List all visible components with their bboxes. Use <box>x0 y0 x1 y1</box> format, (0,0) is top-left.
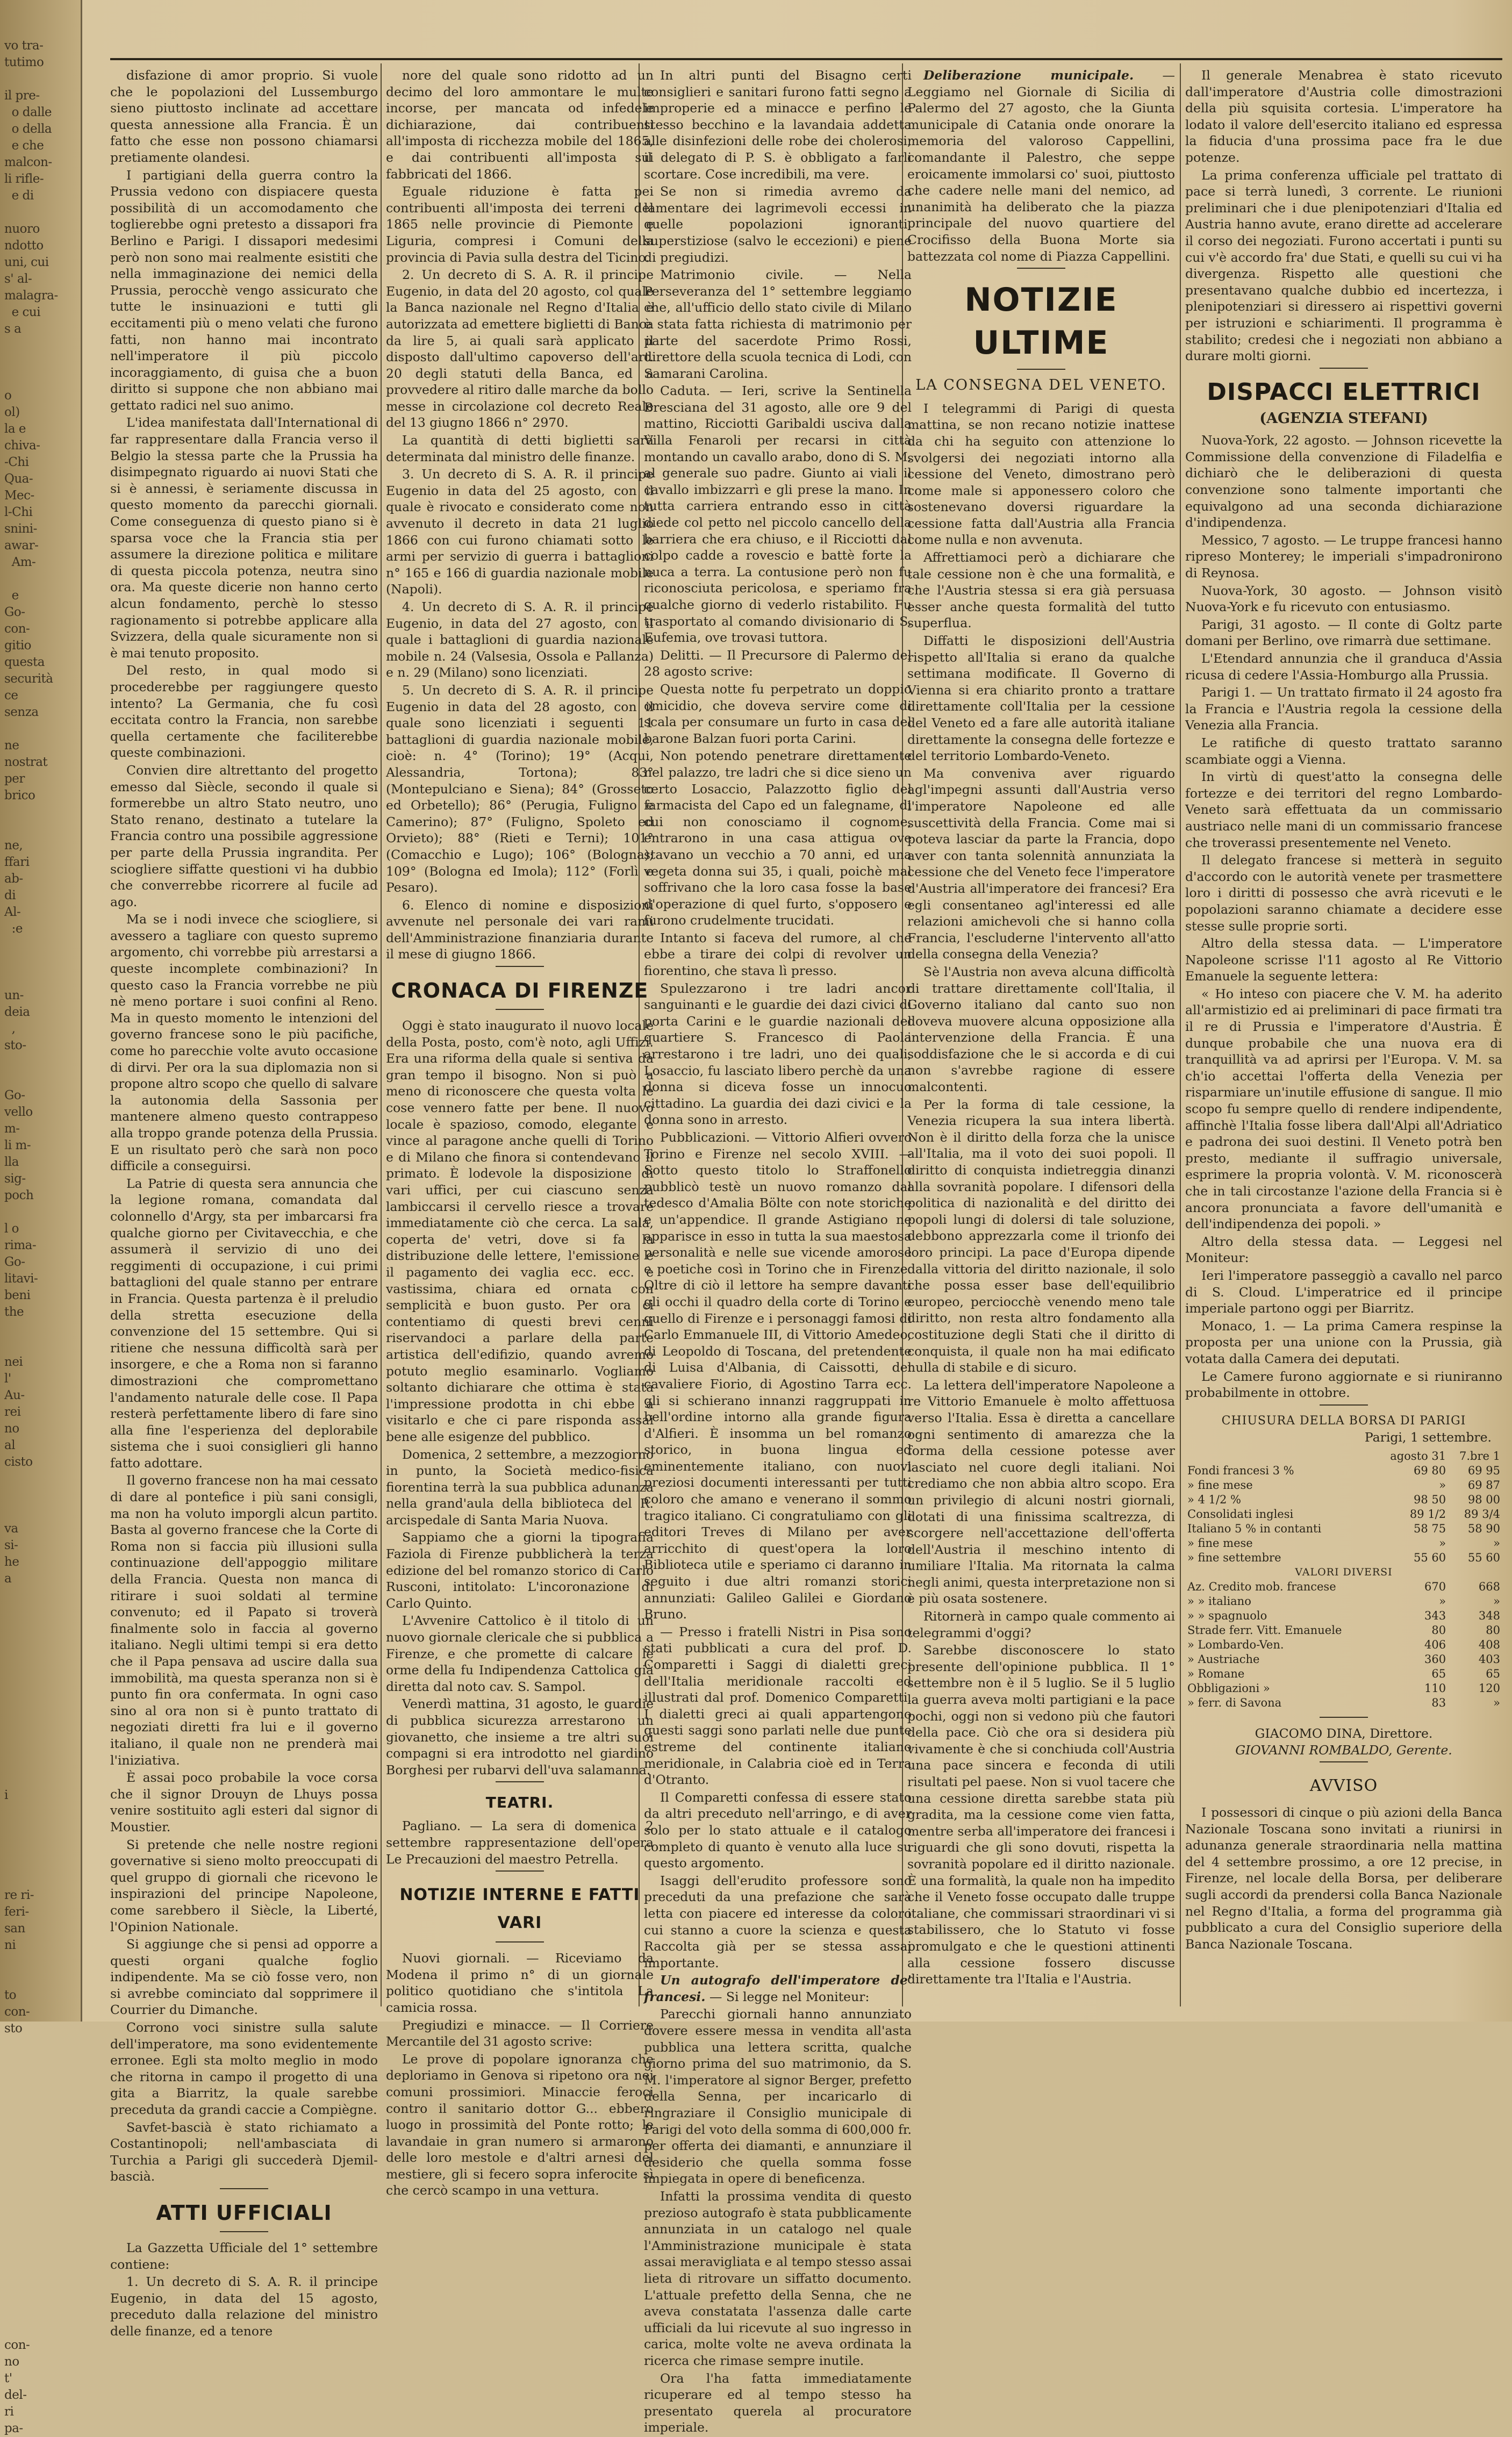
dispatch-paragraph: Le ratifiche di questo trattato saranno scambiate oggi a Vienna. <box>1185 735 1502 767</box>
heading-cronaca-di-firenze: CRONACA DI FIRENZE <box>391 979 649 1003</box>
dispatch-paragraph: Nuova-York, 30 agosto. — Johnson visitò Nuova-York e fu ricevuto con entusiasmo. <box>1185 583 1502 615</box>
section-rule <box>1320 1717 1368 1718</box>
dispatch-paragraph: Messico, 7 agosto. — Le truppe francesi hanno ripreso Monterey; le imperiali s'impadronirono di Reynosa. <box>1185 532 1502 581</box>
article-autografo <box>644 2006 912 2435</box>
cronaca-paragraph: Oggi è stato inaugurato il nuovo locale della Posta, posto, com'è noto, agli Uffizi. Era una riforma della quale si sentiva da gran tempo il bisogno. Non si può a meno di riconoscere che questa volta le cose vennero fatte per bene. Il nuovo locale è spazioso, comodo, elegante e vince al paragone anche quelli di Torino e di Milano che finora si contendevano il primato. È lodevole la disposizione di vari uffici, per cui ciascuno senza lambiccarsi il cervello riesce a trovare immediatamente ciò che cerca. La sala, coperta de' vetri, dove si fa la distribuzione delle lettere, l'emissione e il pagamento dei vaglia ecc. ecc. è vastissima, chiara ed ornata con semplicità e buon gusto. Per ora ci contentiamo di questi brevi cenni riservandoci a parlare della parte artistica dell'edifizio, quando avremo potuto meglio esaminarlo. Vogliamo soltanto dichiarare che ottima è stata l'impressione prodotta in chi ebbe a visitarlo e che ci pare risponda assai bene alle esigenze del pubblico. <box>386 1018 654 1444</box>
bourse-value-aug31: 69 80 <box>1414 1464 1446 1477</box>
bourse-value-aug31: 360 <box>1424 1652 1446 1666</box>
bourse-header-col: agosto 31 <box>1390 1449 1446 1463</box>
bourse-value-sep1: 80 <box>1486 1623 1500 1637</box>
article-paragraph: Non potendo penetrare direttamente nel palazzo, tre ladri che si dice sieno un certo Losaccio, Palazzotto figlio del farmacista del Capo ed un falegname, di cui non conosciamo il cognome, entrarono in una casa attigua ove stavano un vecchio a 70 anni, ed una vegeta donna sui 35, i quali, poichè mal soffrivano che la loro casa fosse la base d'operazione di quel furto, s'opposero e furono crudelmente trucidati. <box>644 748 912 928</box>
section-rule <box>220 2231 268 2232</box>
bourse-header-row <box>1185 1449 1502 1464</box>
bourse-row-label: » Lombardo-Ven. <box>1187 1638 1284 1651</box>
heading-dispacci-elettrici: DISPACCI ELETTRICI <box>1207 378 1481 406</box>
bourse-value-aug31: » <box>1439 1594 1446 1608</box>
article-paragraph: Corrono voci sinistre sulla salute dell'imperatore, ma sono evidentemente erronee. Egli sta molto meglio in modo che ritorna in campo il progetto di una gita a Biarritz, la quale sarebbe preceduta da grandi caccie a Compiègne. <box>110 2020 378 2118</box>
bourse-value-sep1: 120 <box>1478 1681 1500 1695</box>
bourse-value-aug31: 89 1/2 <box>1409 1507 1446 1521</box>
previous-page-edge <box>0 0 82 2435</box>
bourse-row-label: » 4 1/2 % <box>1187 1493 1241 1506</box>
article-paragraph: — Presso i fratelli Nistri in Pisa sono stati pubblicati a cura del prof. D. Comparetti i Saggi di dialetti greci dell'Italia meridionale raccolti ed illustrati dal prof. Domenico Comparetti. I dialetti greci ai quali appartengono questi saggi sono parlati nelle due punte estreme del continente italiano meridionale, in Calabria cioè ed in Terra d'Otranto. <box>644 1624 912 1788</box>
bourse-row <box>1185 1638 1502 1652</box>
bourse-row <box>1185 1594 1502 1609</box>
dispatch-paragraph: Altro della stessa data. — Leggesi nel Moniteur: <box>1185 1234 1502 1266</box>
article-paragraph: Intanto si faceva del rumore, al che ebbe a tirare dei colpi di revolver un fiorentino, che stava lì presso. <box>644 930 912 979</box>
heading-notizie-interne: NOTIZIE INTERNE E FATTI VARI <box>399 1886 640 1933</box>
article-paragraph: Spulezzarono i tre ladri ancor sanguinanti e le guardie dei dazi civici di porta Carini e le guardie nazionali del quartiere S. Francesco di Paola arrestarono i tre ladri, uno dei quali, Losaccio, fu lasciato libero perchè da una donna si diceva fosse un innocuo cittadino. La guardia dei dazi civici e la donna sono in arresto. <box>644 980 912 1128</box>
dispatch-paragraph: Altro della stessa data. — L'imperatore Napoleone scrisse l'11 agosto al Re Vittorio Emanuele la seguente lettera: <box>1185 936 1502 984</box>
article-notizie-interne <box>386 1950 654 2199</box>
bourse-value-aug31: 670 <box>1424 1580 1446 1593</box>
bourse-value-sep1: 69 95 <box>1467 1464 1500 1477</box>
heading-deliberazione: Deliberazione municipale. <box>923 68 1134 83</box>
cronaca-paragraph: Domenica, 2 settembre, a mezzogiorno in punto, la Società medico-fisica fiorentina terrà la sua pubblica adunanza nella grand'aula della biblioteca del R. arcispedale di Santa Maria Nuova. <box>386 1446 654 1528</box>
bourse-value-sep1: 348 <box>1478 1609 1500 1622</box>
section-rule <box>1017 369 1065 370</box>
column-5 <box>1185 67 1502 2008</box>
notizie-paragraph: Le prove di popolare ignoranza che deploriamo in Genova si ripetono ora nei comuni prossimiori. Minaccie feroci contro il sanitario dottor G... ebbero luogo in prossimità del Ponte rotto; le lavandaie in gran numero si armarono delle loro mestole e d'altri arnesi del mestiere, gli si fecero sopra inferocite sì che cercò scampo in una vettura. <box>386 2051 654 2198</box>
article-paragraph: Isaggi dell'erudito professore sono preceduti da una prefazione che sarà letta con piacere ed interesse da coloro cui stanno a cuore la scienza e questa Raccolta già per se stessa assai importante. <box>644 1873 912 1970</box>
deliberazione-paragraph: — Leggiamo nel Giornale di Sicilia di Palermo del 27 agosto, che la Giunta municipale di Catania onde onorare la memoria del valoroso Cappellini, comandante il Palestro, che seppe eroicamente immolarsi co' suoi, piuttosto che cadere nelle mani del nemico, ad unanimità ha deliberato che la piazza principale del nuovo quartiere del Crocifisso della Buona Morte sia battezzata col nome di Piazza Cappellini. <box>907 68 1175 264</box>
bourse-value-sep1: » <box>1493 1696 1500 1709</box>
decree-paragraph: La quantità di detti biglietti sarà determinata dal ministro delle finanze. <box>386 433 654 464</box>
article-paragraph: L'idea manifestata dall'International di far rappresentare dalla Francia verso il Belgio la stessa parte che la Prussia ha disimpegnato riguardo ai nuovi Stati che si è annessi, è seriamente discussa in questo momento da parecchi giornali. Come conseguenza di questo piano si è sparsa voce che la Francia stia per assumere la direzione politica e militare di questa piccola potenza, neutra sino ora. Ma queste dicerie non hanno certo alcun fondamento, perchè lo stesso ragionamento si potrebbe applicare alla Svizzera, della quale sicuramente non si è mai tenuto proposito. <box>110 415 378 661</box>
decree-paragraph: 6. Elenco di nomine e disposizioni avvenute nel personale dei vari rami dell'Amministrazione finanziaria durante il mese di giugno 1866. <box>386 897 654 962</box>
article-paris-correspondence <box>110 67 378 2185</box>
autografo-lead: — Si legge nel Moniteur: <box>709 1989 870 2004</box>
dispatch-paragraph: Parigi 1. — Un trattato firmato il 24 agosto fra la Francia e l'Austria regola la cessione della Venezia alla Francia. <box>1185 685 1502 733</box>
decree-paragraph: 2. Un decreto di S. A. R. il principe Eugenio, in data del 20 agosto, col quale la Banca nazionale nel Regno d'Italia è autorizzata ad emettere biglietti di Banca da lire 5, ai quali sarà applicato il disposto dall'ultimo capoverso dell'art. 20 degli statuti della Banca, ed a provvedere al ritiro dalle marche da bollo messe in circolazione col decreto Reale del 13 giugno 1866 n° 2970. <box>386 267 654 431</box>
bourse-value-sep1: » <box>1493 1536 1500 1550</box>
bourse-value-sep1: 89 3/4 <box>1464 1507 1500 1521</box>
heading-atti-ufficiali: ATTI UFFICIALI <box>156 2201 332 2225</box>
subheading-consegna-veneto: LA CONSEGNA DEL VENETO. <box>915 377 1167 394</box>
section-rule <box>496 966 544 967</box>
subheading-agenzia-stefani: (AGENZIA STEFANI) <box>1259 410 1428 427</box>
bourse-row-label: » fine settembre <box>1187 1551 1281 1564</box>
bourse-value-aug31: 343 <box>1424 1609 1446 1622</box>
bourse-row <box>1185 1464 1502 1478</box>
section-rule <box>1320 368 1368 369</box>
autografo-paragraph: Parecchi giornali hanno annunziato dovere essere messa in vendita all'asta pubblica una lettera scritta, qualche giorno prima del suo matrimonio, da S. M. l'imperatore al signor Berger, prefetto della Senna, per incaricarlo di ringraziare il Consiglio municipale di Parigi del voto della somma di 600,000 fr. per offerta dei diamanti, e annunziare il desiderio che quella somma fosse impiegata in opere di beneficenza. <box>644 2006 912 2187</box>
bourse-row <box>1185 1652 1502 1667</box>
article-varie <box>644 67 912 1971</box>
bourse-row-label: » ferr. di Savona <box>1187 1696 1282 1709</box>
article-paragraph: Ma conveniva aver riguardo agl'impegni assunti dall'Austria verso l'imperatore Napoleone ed alle suscettività della Francia. Come mai si poteva lasciar da parte la Francia, dopo aver con tanta solennità annunziata la cessione che del Veneto fece l'imperatore d'Austria all'imperatore dei francesi? Era egli consentaneo agl'interessi ed alle relazioni amichevoli che si hanno colla Francia, l'escluderne l'intervento all'atto della consegna della Venezia? <box>907 765 1175 962</box>
decree-paragraph: nore del quale sono ridotto ad un decimo del loro ammontare le multe incorse, per mancata od infedele dichiarazione, dai contribuenti all'imposta di ricchezza mobile del 1865, e dai contribuenti all'imposta sui fabbricati del 1866. <box>386 68 654 182</box>
bourse-row <box>1185 1609 1502 1623</box>
bourse-row <box>1185 1696 1502 1710</box>
article-paragraph: Ritornerà in campo quale commento ai telegrammi d'oggi? <box>907 1609 1175 1640</box>
heading-avviso: AVVISO <box>1309 1776 1378 1796</box>
article-paragraph: disfazione di amor proprio. Si vuole che le popolazioni del Lussemburgo sieno piuttosto inclinate ad accettare questa annessione alla Francia. È un fatto che esse non possono chiamarsi pretiamente olandesi. <box>110 68 378 165</box>
gerente-signature: GIOVANNI ROMBALDO, Gerente. <box>1235 1742 1452 1758</box>
article-menabrea <box>1185 67 1502 364</box>
bourse-row <box>1185 1478 1502 1493</box>
article-consegna-veneto <box>907 400 1175 1988</box>
bourse-value-sep1: 668 <box>1478 1580 1500 1593</box>
bourse-header-col: 7.bre 1 <box>1459 1449 1500 1463</box>
article-paragraph: Se non si rimedia avremo da lamentare dei lagrimevoli eccessi in quelle popolazioni ignoranti, superstiziose (salvo le eccezioni) e piene di pregiudizi. <box>644 184 912 265</box>
bourse-date: Parigi, 1 settembre. <box>1364 1430 1492 1445</box>
article-paragraph: È assai poco probabile la voce corsa che il signor Drouyn de Lhuys possa venire sostituito agli esteri dal signor di Moustier. <box>110 1770 378 1834</box>
column-4 <box>907 67 1175 2008</box>
column-2 <box>386 67 654 2198</box>
column-divider <box>381 63 382 2006</box>
bourse-row <box>1185 1681 1502 1696</box>
article-paragraph: Matrimonio civile. — Nella Perseveranza del 1° settembre leggiamo che, all'ufficio dello stato civile di Milano è stata fatta richiesta di matrimonio per parte del sacerdote Primo Rossi, direttore della scuola tecnica di Lodi, con Samarani Carolina. <box>644 267 912 381</box>
dispatch-paragraph: Il delegato francese si metterà in seguito d'accordo con le autorità venete per trasmettere loro i diritti di possesso che avrà ricevuti e le popolazioni saranno chiamate a decidere esse stesse sulle proprie sorti. <box>1185 852 1502 934</box>
section-rule <box>1320 1761 1368 1762</box>
article-atti-ufficiali <box>110 2240 378 2340</box>
dispatch-paragraph: In virtù di quest'atto la consegna delle fortezze e dei territori del regno Lombardo-Veneto sarà effettuata da un commissario austriaco nelle mani di un commissario francese che troverassi presentemente nel Veneto. <box>1185 769 1502 850</box>
article-paragraph: La prima conferenza ufficiale pel trattato di pace si terrà lunedì, 3 corrente. Le riunioni preliminari che i due plenipotenziari d'Italia ed Austria hanno avute, erano dirette ad accelerare il corso dei negoziati. Furono accertati i punti su cui v'è accordo fra' due Stati, e quelli su cui vi ha divergenza. Rispetto alle questioni che presentavano qualche dubbio ed incertezza, i plenipotenziari si diressero ai rispettivi governi per istruzioni e schiarimenti. Il programma è stabilito; credesi che i negoziati non abbiano a durare molti giorni. <box>1185 167 1502 364</box>
heading-teatri: TEATRI. <box>485 1794 554 1812</box>
bourse-value-aug31: » <box>1439 1536 1446 1550</box>
dispatch-paragraph: « Ho inteso con piacere che V. M. ha aderito all'armistizio ed ai preliminari di pace firmati tra il re di Prussia e l'imperatore d'Austria. È dunque probabile che una nuova era di tranquillità va ad aprirsi per l'Europa. V. M. sa ch'io accettai l'offerta della Venezia per risparmiare un'inutile effusione di sangue. Il mio scopo fu sempre quello di rendere indipendente, affinchè l'Italia fosse libera dall'Alpi all'Adriatico e padrona dei suoi destini. Il Veneto potrà ben presto, mediante il suffragio universale, esprimere la propria volontà. V. M. riconoscerà che in tali circostanze l'azione della Francia si è ancora pronunciata a favore dell'umanità e dell'indipendenza dei popoli. » <box>1185 986 1502 1232</box>
column-1 <box>110 67 378 2339</box>
article-paragraph: I telegrammi di Parigi di questa mattina, se non recano notizie inattese da chi ha seguito con attenzione lo svolgersi dei negoziati intorno alla cessione del Veneto, dimostrano però come male si apponessero coloro che sostenevano doversi riguardare la cessione fatta dall'Austria alla Francia come nulla e non avvenuta. <box>907 400 1175 548</box>
previous-page-edge-text: vo tra- tutimo il pre- o dalle o della e che malcon- li rifle- e di nuoro ndotto uni, cui s' al- malagra- e cui s a o ol) la e chiva- -Chi Qua- Mec- l-Chi snini- awar- Am- e Go- con- gitio questa securità ce senza ne nostrat per brico ne, ffari ab- di Al- :e un- deia , sto- Go- vello m- li m- lla sig- poch l o rima- Go- litavi- beni the nei l' Au- rei no al cisto va si- he a i re ri- feri- san ni to con- sto con- no t' del- ri pa- <box>4 39 58 2435</box>
article-paragraph: Caduta. — Ieri, scrive la Sentinella Bresciana del 31 agosto, alle ore 9 del mattino, Ricciotti Garibaldi usciva dalla Villa Fenaroli per recarsi in città montando un cavallo arabo, dono di S. M. al generale suo padre. Giunto ai viali il cavallo imbizzarrì e gli prese la mano. In tutta carriera entrando esso in città diede col petto nel piccolo cancello della barriera che era chiuso, e il Ricciotti dal colpo cadde a rovescio e battè forte la nuca a terra. La contusione però non fu riconosciuta pericolosa, e speriamo fra qualche giorno di vederlo ristabilito. Fu trasportato al comando divisionario di S. Eufemia, ove trovasi tuttora. <box>644 383 912 646</box>
bourse-row <box>1185 1565 1502 1580</box>
section-rule <box>496 1941 544 1943</box>
article-paragraph: Delitti. — Il Precursore di Palermo del 28 agosto scrive: <box>644 647 912 679</box>
bourse-title: CHIUSURA DELLA BORSA DI PARIGI <box>1221 1414 1466 1428</box>
bourse-row <box>1185 1522 1502 1536</box>
decree-paragraph: Eguale riduzione è fatta pei contribuenti all'imposta dei terreni del 1865 nelle provincie di Piemonte e Liguria, compresi i Comuni della provincia di Pavia sulla destra del Ticino. <box>386 184 654 265</box>
article-paragraph: Del resto, in qual modo si procederebbe per raggiungere questo intento? La Germania, che fu così eccitata contro la Francia, non sarebbe quella certamente che faciliterebbe queste combinazioni. <box>110 663 378 761</box>
bourse-section-label: VALORI DIVERSI <box>1295 1566 1393 1578</box>
cronaca-paragraph: Sappiamo che a giorni la tipografia Faziola di Firenze pubblicherà la terza edizione del bel romanzo storico di Carlo Rusconi, intitolato: L'incoronazione di Carlo Quinto. <box>386 1530 654 1611</box>
bourse-value-aug31: 110 <box>1424 1681 1446 1695</box>
signatures <box>1185 1725 1502 1758</box>
dispatch-paragraph: Ieri l'imperatore passeggiò a cavallo nel parco di S. Cloud. L'imperatrice ed il principe imperiale partono oggi per Biarritz. <box>1185 1267 1502 1316</box>
autografo-paragraph: Ora l'ha fatta immediatamente ricuperare ed al tempo stesso ha presentato querela al procuratore imperiale. <box>644 2370 912 2435</box>
bourse-value-aug31: 406 <box>1424 1638 1446 1651</box>
article-decrees <box>386 67 654 963</box>
dispatch-paragraph: L'Etendard annunzia che il granduca d'Assia ricusa di cedere l'Assia-Homburgo alla Prussia. <box>1185 651 1502 683</box>
bourse-row <box>1185 1507 1502 1522</box>
avviso-paragraph: I possessori di cinque o più azioni della Banca Nazionale Toscana sono invitati a riunirsi in adunanza generale straordinaria nella mattina del 4 settembre prossimo, a ore 12 precise, in Firenze, nel locale della Borsa, per deliberare sugli accordi da prendersi colla Banca Nazionale nel Regno d'Italia, a forma del programma già pubblicato a cura del Consiglio superiore della Banca Nazionale Toscana. <box>1185 1805 1502 1952</box>
bourse-value-sep1: 98 00 <box>1467 1493 1500 1506</box>
article-paragraph: Il governo francese non ha mai cessato di dare al pontefice i più sani consigli, ma non ha voluto imporgli alcun partito. Basta al governo francese che la Corte di Roma non si faccia più illusioni sulla continuazione dell'appoggio militare della Francia. Questa non manca di ritirare i suoi soldati al termine convenuto; ed il Papato si troverà finalmente solo in faccia al governo italiano. Negli ultimi tempi si era detto che il Papa pensava ad uscire dalla sua immobilità, ma questa speranza non si è punto fin ora confermata. In ogni caso sino al ora non si è punto trattato di negoziati diretti fra lui e il governo italiano, il quale non ne prenderà mai l'iniziativa. <box>110 1473 378 1768</box>
bourse-row-label: Consolidati inglesi <box>1187 1507 1294 1521</box>
dispatch-paragraph: Monaco, 1. — La prima Camera respinse la proposta per una unione con la Prussia, già votata dalla Camera dei deputati. <box>1185 1318 1502 1366</box>
director-signature: GIACOMO DINA, Direttore. <box>1255 1725 1433 1741</box>
bourse-table <box>1185 1449 1502 1710</box>
bourse-value-sep1: 408 <box>1478 1638 1500 1651</box>
article-paragraph: Questa notte fu perpetrato un doppio omicidio, che doveva servire come di scala per consumare un furto in casa del barone Balzan fuori porta Carini. <box>644 681 912 746</box>
article-paragraph: Convien dire altrettanto del progetto emesso dal Siècle, secondo il quale si formerebbe un altro Stato neutro, uno Stato renano, destinato a tutelare la Francia contro una possibile aggressione per parte della Prussia ingrandita. Per sciogliere siffatte questioni vi ha dubbio che converrebbe ricorrere al fucile ad ago. <box>110 762 378 909</box>
bourse-row-label: » fine mese <box>1187 1478 1253 1492</box>
bourse-value-sep1: 58 90 <box>1467 1522 1500 1535</box>
article-paragraph: La lettera dell'imperatore Napoleone a re Vittorio Emanuele è molto affettuosa verso l'Italia. Essa è diretta a cancellare ogni sentimento di amarezza che la forma della cessione potesse aver lasciato nel cuore degli italiani. Noi crediamo che non abbia altro scopo. Era un privilegio di alcuni nostri giornali, dotati di una finissima scaltrezza, di scorgere nell'accettazione dell'offerta dell'Austria il meschino intento di umiliare l'Italia. Ma ritornata la calma negli animi, questa interpretazione non si è più osata sostenere. <box>907 1377 1175 1607</box>
article-paragraph: Il generale Menabrea è stato ricevuto dall'imperatore d'Austria colle dimostrazioni della più squisita cortesia. L'imperatore ha lodato il valore dell'esercito italiano ed espressa la fiducia d'una prossima pace fra le due potenze. <box>1185 68 1502 165</box>
dispatch-paragraph: Le Camere furono aggiornate e si riuniranno probabilmente in ottobre. <box>1185 1368 1502 1401</box>
article-paragraph: Sè l'Austria non aveva alcuna difficoltà di trattare direttamente coll'Italia, il Governo italiano dal canto suo non doveva muovere alcuna opposizione alla intervenzione della Francia. È una soddisfazione che le si accorda e di cui non s'avrebbe ragione di essere malcontenti. <box>907 964 1175 1095</box>
bourse-row-label: » Romane <box>1187 1667 1245 1680</box>
dispatch-paragraph: Nuova-York, 22 agosto. — Johnson ricevette la Commissione della convenzione di Filadelfia e dichiarò che le deliberazioni di questa convenzione sono talmente importanti che equivalgono ad una seconda dichiarazione d'indipendenza. <box>1185 433 1502 531</box>
article-paragraph: Savfet-bascià è stato richiamato a Costantinopoli; nell'ambasciata di Turchia a Parigi gli succederà Djemil-bascià. <box>110 2119 378 2184</box>
section-rule <box>496 1009 544 1010</box>
top-rule <box>110 58 1502 60</box>
article-cronaca <box>386 1017 654 1778</box>
bourse-header-label <box>1185 1449 1376 1464</box>
bourse-value-sep1: » <box>1493 1594 1500 1608</box>
bourse-value-aug31: 83 <box>1431 1696 1446 1709</box>
decree-paragraph: 3. Un decreto di S. A. R. il principe Eugenio in data del 25 agosto, con il quale è rivocato e considerato come non avvenuto il decreto in data 21 luglio 1866 con cui furono chiamati sotto le armi per servizio di guerra i battaglioni n° 165 e 166 di guardia nazionale mobile (Napoli). <box>386 467 654 597</box>
section-rule <box>1017 268 1065 269</box>
bourse-value-aug31: 80 <box>1431 1623 1446 1637</box>
atti-paragraph: La Gazzetta Ufficiale del 1° settembre contiene: <box>110 2240 378 2272</box>
bourse-row-label: Obbligazioni » <box>1187 1681 1270 1695</box>
article-dispacci <box>1185 432 1502 1401</box>
autografo-paragraph: Infatti la prossima vendita di questo prezioso autografo è stata pubblicamente annunziata in un catalogo nel quale l'Amministrazione municipale è stata assai meravigliata e al tempo stesso assai lieta di ritrovare un siffatto documento. L'attuale prefetto della Senna, che ne aveva constatata l'assenza dalle carte ufficiali da lui ricevute al suo ingresso in carica, molte volte ne aveva ordinata la ricerca che rimase sempre inutile. <box>644 2189 912 2368</box>
bourse-row-label: » » italiano <box>1187 1594 1251 1608</box>
bourse-value-sep1: 65 <box>1486 1667 1500 1680</box>
heading-autografo: Un autografo dell'imperatore de' francesi. <box>644 1973 912 2004</box>
bourse-row-label: » fine mese <box>1187 1536 1253 1550</box>
bourse-row <box>1185 1580 1502 1594</box>
article-paragraph: Per la forma di tale cessione, la Venezia ricupera la sua intera libertà. Non è il diritto della forza che la unisce all'Italia, ma il voto dei suoi popoli. Il diritto di conquista indietreggia dinanzi alla sovranità popolare. I difensori della politica di nazionalità e del diritto dei popoli lungi di dolersi di tale soluzione, debbono apprezzarla come il trionfo dei loro principi. La pace d'Europa dipende dalla vittoria del diritto nazionale, il solo che possa esser base dell'equilibrio europeo, perciocchè venendo meno tale diritto, non resta altro fondamento alla costituzione degli Stati che il diritto di conquista, il quale non ha mai edificato nulla di stabile e di sicuro. <box>907 1096 1175 1375</box>
bourse-value-aug31: 65 <box>1431 1667 1446 1680</box>
article-paragraph: Diffatti le disposizioni dell'Austria rispetto all'Italia si erano da qualche settimana modificate. Il Governo di Vienna si era chiarito pronto a trattare direttamente coll'Italia per la cessione del Veneto ed a fare alle autorità italiane direttamente la consegna delle fortezze e del territorio Lombardo-Veneto. <box>907 633 1175 764</box>
decree-paragraph: 4. Un decreto di S. A. R. il principe Eugenio, in data del 27 agosto, con il quale i battaglioni di guardia nazionale mobile n. 24 (Valsesia, Ossola e Pallanza) e n. 29 (Milano) sono licenziati. <box>386 599 654 680</box>
bourse-row-label: » » spagnuolo <box>1187 1609 1267 1622</box>
atti-paragraph: 1. Un decreto di S. A. R. il principe Eugenio, in data del 15 agosto, preceduto dalla relazione del ministro delle finanze, ed a tenore <box>110 2274 378 2339</box>
notizie-paragraph: Pregiudizi e minacce. — Il Corriere Mercantile del 31 agosto scrive: <box>386 2017 654 2049</box>
section-rule <box>496 1781 544 1782</box>
bourse-value-aug31: » <box>1439 1478 1446 1492</box>
bourse-row <box>1185 1667 1502 1681</box>
decree-paragraph: 5. Un decreto di S. A. R. il principe Eugenio in data del 28 agosto, con il quale sono licenziati i seguenti 11 battaglioni di guardia nazionale mobile, cioè: n. 4° (Torino); 19° (Acqui, Alessandria, Tortona); 83° (Montepulciano e Siena); 84° (Grosseto ed Orbetello); 86° (Perugia, Fuligno e Camerino); 87° (Fuligno, Spoleto ed Orvieto); 88° (Rieti e Terni); 101° (Comacchio e Lugo); 106° (Bologna); 109° (Bologna ed Imola); 112° (Forlì e Pesaro). <box>386 682 654 895</box>
article-paragraph: Il Comparetti confessa di essere stato da altri preceduto nell'arringo, e di aver solo per lo stato attuale e il catalogo completo di quanto è venuto alla luce su questo argomento. <box>644 1789 912 1871</box>
bourse-value-aug31: 58 75 <box>1414 1522 1446 1535</box>
bourse-value-aug31: 98 50 <box>1414 1493 1446 1506</box>
bourse-row <box>1185 1493 1502 1507</box>
article-paragraph: Pubblicazioni. — Vittorio Alfieri ovvero Torino e Firenze nel secolo XVIII. — Sotto questo titolo lo Straffonello pubblicò testè un nuovo romanzo dal tedesco d'Amalia Bölte con note storiche e un'appendice. Il grande Astigiano ne apparisce in esso in tutta la sua maestosa personalità e nelle sue vicende amorose e poetiche così in Torino che in Firenze. Oltre di ciò il lettore ha sempre davanti gli occhi il quadro della corte di Torino e quello di Firenze e i personaggi famosi di Carlo Emmanuele III, di Vittorio Amedeo, di Leopoldo di Toscana, del pretendente di Luisa d'Albania, di Caissotti, del cavaliere Fiorio, di Agostino Tarra ecc. gli si schierano innanzi raggruppati in bell'ordine intorno alla grande figura d'Alfieri. È insomma un bel romanzo storico, in buona lingua ed eminentemente italiano, con nuovi preziosi documenti interessanti per tutti coloro che amano e venerano il sommo tragico italiano. Ci congratuliamo con gli editori Treves di Milano per aver arricchito di quest'opera la loro Biblioteca utile e speriamo ci daranno in seguito i due altri romanzi storici annunziati: Galileo Galilei e Giordano Bruno. <box>644 1130 912 1622</box>
bourse-row <box>1185 1623 1502 1638</box>
bourse-row-label: Az. Credito mob. francese <box>1187 1580 1336 1593</box>
section-rule <box>220 2188 268 2189</box>
cronaca-paragraph: L'Avvenire Cattolico è il titolo di un nuovo giornale clericale che si pubblica a Firenze, e che promette di calcare le orme della fu Indipendenza Cattolica già diretta dal noto cav. S. Sampol. <box>386 1613 654 1694</box>
bourse-row <box>1185 1536 1502 1551</box>
article-paragraph: Si pretende che nelle nostre regioni governative si sieno molto preoccupati di quel gruppo di giornali che ricevono le inspirazioni del principe Napoleone, come sarebbero il Siècle, la Liberté, l'Opinion Nationale. <box>110 1837 378 1934</box>
article-paragraph: In altri punti del Bisagno certi consiglieri e sanitari furono fatti segno a improperie ed a minacce e perfino le stesso becchino e la lavandaia addetta alle disinfezioni delle robe dei cholerosi; il delegato di P. S. è obbligato a farli scortare. Cose incredibili, ma vere. <box>644 68 912 182</box>
section-rule <box>496 1870 544 1872</box>
bourse-value-sep1: 69 87 <box>1467 1478 1500 1492</box>
heading-notizie-ultime: NOTIZIE ULTIME <box>964 281 1118 362</box>
bourse-value-sep1: 403 <box>1478 1652 1500 1666</box>
teatri-paragraph: Pagliano. — La sera di domenica 2 settembre rappresentazione dell'opera Le Precauzioni del maestro Petrella. <box>386 1818 654 1867</box>
bourse-value-aug31: 55 60 <box>1414 1551 1446 1564</box>
article-paragraph: Sarebbe disconoscere lo stato presente dell'opinione pubblica. Il 1° settembre non è il 5 luglio. Se il 5 luglio la guerra aveva molti partigiani e la pace pochi, oggi non si vedono più che fautori della pace. Ciò che ora si desidera più vivamente è che si conchiuda coll'Austria una pace sincera e feconda di utili risultati pel paese. Non si vuol tacere che una cessione diretta sarebbe stata più gradita, ma la cessione come vien fatta, mentre serba all'imperatore dei francesi i riguardi che gli sono dovuti, rispetta la sovranità popolare ed il diritto nazionale. È una formalità, la quale non ha impedito che il Veneto fosse occupato dalle truppe italiane, che commissari straordinari vi si stabilissero, che lo Statuto vi fosse promulgato e che le questioni attinenti alla cessione fossero discusse direttamente tra l'Italia e l'Austria. <box>907 1643 1175 1987</box>
column-divider <box>1180 63 1181 2006</box>
article-paragraph: Affrettiamoci però a dichiarare che tale cessione non è che una formalità, e che l'Austria stessa si era già persuasa esser anche questa formalità del tutto superflua. <box>907 550 1175 631</box>
article-paragraph: Ma se i nodi invece che sciogliere, si avessero a tagliare con questo supremo argomento, chi vorrebbe più arrestarsi a queste incomplete combinazioni? In questo caso la Francia vorrebbe ne più nè meno portare i suoi confini al Reno. Ma in questo momento le intenzioni del governo francese sono le più pacifiche, come ho parecchie volte avuto occasione di dirvi. Per ora la sua diplomazia non si propone altro scopo che quello di salvare la autonomia della Sassonia per mantenere almeno questo contrappeso alla troppo grande potenza della Prussia. E un risultato però che sarà non poco difficile a conseguirsi. <box>110 912 378 1174</box>
bourse-row-label: Fondi francesi 3 % <box>1187 1464 1294 1477</box>
article-paragraph: I partigiani della guerra contro la Prussia vedono con dispiacere questa possibilità di un accomodamento che toglierebbe ogni pretesto a dissapori fra Berlino e Parigi. I dissapori medesimi però non sono mai realmente esistiti che nella immaginazione dei nemici della Prussia, perocchè vengo assicurato che tutte le insinuazioni e tutti gli eccitamenti più o meno velati che furono fatti, non hanno mai incontrato nell'imperatore il più piccolo incoraggiamento, di guisa che a buon diritto si suppone che non abbiano mai gettato radici nel suo animo. <box>110 167 378 413</box>
column-3 <box>644 67 912 2435</box>
cronaca-paragraph: Venerdì mattina, 31 agosto, le guardie di pubblica sicurezza arrestarono un giovanetto, che insieme a tre altri suoi compagni si era introdotto nel giardino Borghesi per rubarvi dell'uva salamanna. <box>386 1696 654 1777</box>
article-paragraph: La Patrie di questa sera annuncia che la legione romana, comandata dal colonnello d'Argy, sta per imbarcarsi fra qualche giorno per Civitavecchia, e che assumerà il servizio di uno dei reggimenti di occupazione, i cui primi battaglioni del quale stanno per entrare in Francia. Questa partenza è il preludio della stretta esecuzione della convenzione del 15 settembre. Qui si ritiene che nessuna difficoltà sarà per insorgere, e che a Roma non si faranno dimostrazioni che compromettano l'andamento naturale delle cose. Il Papa resterà perfettamente libero di fare sino alla fine l'esperienza del deplorabile sistema che i suoi consiglieri gli hanno fatto adottare. <box>110 1176 378 1471</box>
bourse-row-label: Strade ferr. Vitt. Emanuele <box>1187 1623 1342 1637</box>
article-paragraph: Si aggiunge che si pensi ad opporre a questi organi qualche foglio indipendente. Ma se ciò fosse vero, non si avrebbe cominciato dal sopprimere il Courrier du Dimanche. <box>110 1937 378 2018</box>
bourse-row-label: Italiano 5 % in contanti <box>1187 1522 1322 1535</box>
bourse-value-sep1: 55 60 <box>1467 1551 1500 1564</box>
dispatch-paragraph: Parigi, 31 agosto. — Il conte di Goltz parte domani per Berlino, ove rimarrà due settimane. <box>1185 617 1502 649</box>
bourse-row-label: » Austriache <box>1187 1652 1260 1666</box>
notizie-paragraph: Nuovi giornali. — Riceviamo da Modena il primo n° di un giornale politico quotidiano che s'intitola La camicia rossa. <box>386 1951 654 2015</box>
bourse-row <box>1185 1551 1502 1565</box>
section-rule <box>1320 1404 1368 1406</box>
